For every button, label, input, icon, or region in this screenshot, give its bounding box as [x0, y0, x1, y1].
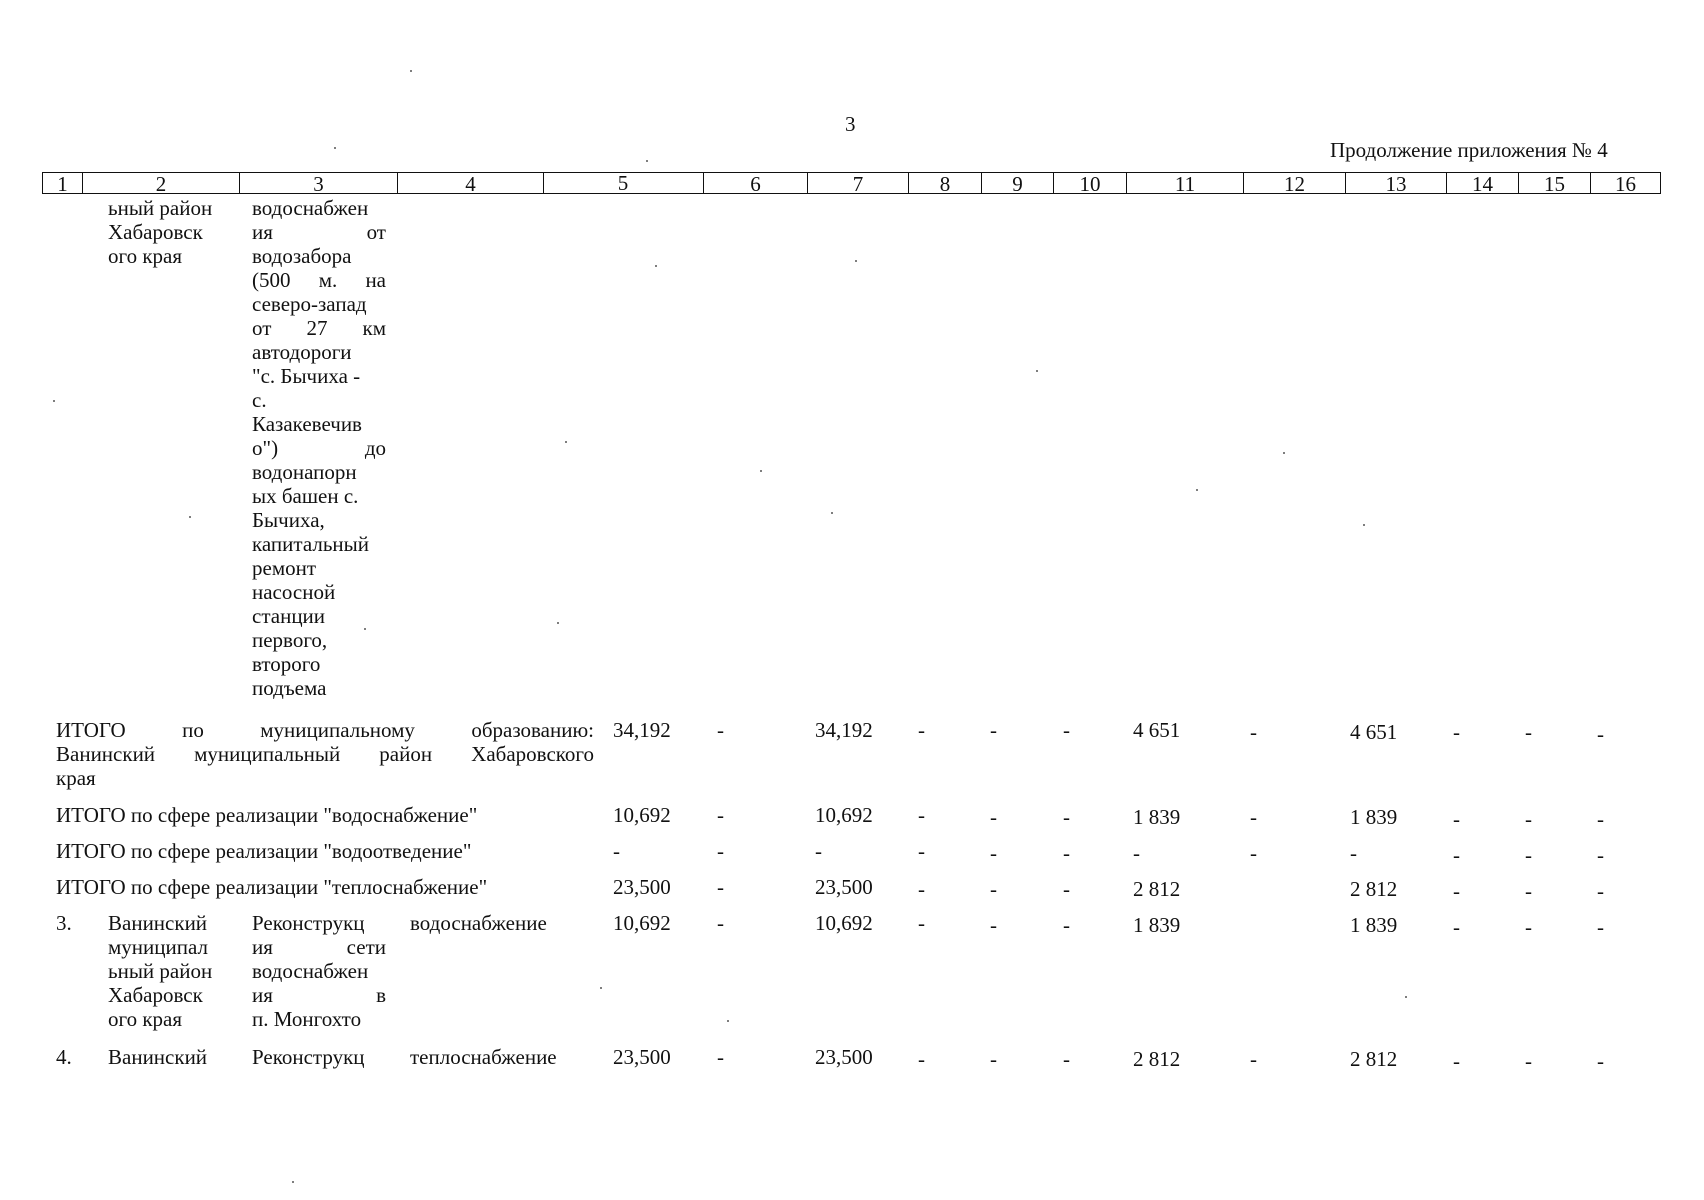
total-municipality-label: ИТОГО по муниципальному образованию: Ванинский муниципальный район Хабаровского края [56, 718, 594, 790]
total-sewer-c16: - [1597, 843, 1604, 867]
total-municipality-c9: - [990, 718, 997, 742]
row3-object-name: Реконструкц ия сети водоснабжен ия в п. Монгохто [252, 911, 386, 1031]
total-heat-c10: - [1063, 877, 1070, 901]
total-water-c13: 1 839 [1350, 805, 1398, 829]
continued-row-object-name: водоснабжен ия от водозабора (500 м. на северо-запад от 27 км автодороги "с. Бычиха - с. Казакевечив о") до водонапорн ых башен с. Бычиха, капитальный ремонт насосной станции первого, второго подъема [252, 196, 386, 700]
header-cell-12: 12 [1243, 172, 1345, 194]
row3-c5: 10,692 [613, 911, 671, 935]
total-heat-c7: 23,500 [815, 875, 873, 899]
header-cell-6: 6 [703, 172, 807, 194]
total-sewer-c7: - [815, 839, 822, 863]
row4-c13: 2 812 [1350, 1047, 1398, 1071]
page-number: 3 [845, 112, 856, 136]
total-heat-c15: - [1525, 879, 1532, 903]
continued-row-municipality: ьный район Хабаровск ого края [108, 196, 213, 268]
continuation-caption: Продолжение приложения № 4 [1330, 138, 1608, 162]
row4-c15: - [1525, 1049, 1532, 1073]
scan-speck [760, 470, 762, 472]
row4-c14: - [1453, 1049, 1460, 1073]
row4-c6: - [717, 1045, 724, 1069]
scan-speck [727, 1020, 729, 1022]
total-sewer-c12: - [1250, 841, 1257, 865]
row3-c6: - [717, 911, 724, 935]
row3-c9: - [990, 913, 997, 937]
header-cell-14: 14 [1446, 172, 1518, 194]
row4-object-name: Реконструкц [252, 1045, 365, 1069]
total-water-c7: 10,692 [815, 803, 873, 827]
total-municipality-c7: 34,192 [815, 718, 873, 742]
total-sewer-c9: - [990, 841, 997, 865]
header-cell-16: 16 [1590, 172, 1661, 194]
total-sewer-c15: - [1525, 843, 1532, 867]
scan-speck [831, 512, 833, 514]
row3-c10: - [1063, 913, 1070, 937]
scan-speck [646, 160, 648, 162]
scan-speck [334, 147, 336, 149]
total-municipality-c8: - [918, 718, 925, 742]
total-sewer-c10: - [1063, 841, 1070, 865]
total-water-c5: 10,692 [613, 803, 671, 827]
row3-c8: - [918, 911, 925, 935]
total-municipality-c15: - [1525, 720, 1532, 744]
scan-speck [292, 1181, 294, 1183]
scan-speck [1283, 452, 1285, 454]
total-heat-c16: - [1597, 879, 1604, 903]
row3-c16: - [1597, 915, 1604, 939]
total-sewer-c5: - [613, 839, 620, 863]
header-cell-15: 15 [1518, 172, 1590, 194]
total-water-c15: - [1525, 807, 1532, 831]
scan-speck [600, 987, 602, 989]
total-heat-c6: - [717, 875, 724, 899]
scan-speck [655, 265, 657, 267]
scan-speck [410, 70, 412, 72]
total-water-c6: - [717, 803, 724, 827]
total-municipality-c16: - [1597, 722, 1604, 746]
row3-c14: - [1453, 915, 1460, 939]
row3-c11: 1 839 [1133, 913, 1181, 937]
header-cell-11: 11 [1126, 172, 1243, 194]
row4-c12: - [1250, 1047, 1257, 1071]
total-heat-c14: - [1453, 879, 1460, 903]
table-header-row [42, 172, 1661, 196]
header-cell-10: 10 [1053, 172, 1126, 194]
total-municipality-c12: - [1250, 720, 1257, 744]
row3-number: 3. [56, 911, 72, 935]
total-heat-c11: 2 812 [1133, 877, 1181, 901]
total-water-c9: - [990, 805, 997, 829]
row3-c7: 10,692 [815, 911, 873, 935]
row4-c7: 23,500 [815, 1045, 873, 1069]
row4-number: 4. [56, 1045, 72, 1069]
total-water-c10: - [1063, 805, 1070, 829]
total-municipality-c10: - [1063, 718, 1070, 742]
row4-c8: - [918, 1047, 925, 1071]
row3-c13: 1 839 [1350, 913, 1398, 937]
header-cell-8: 8 [908, 172, 981, 194]
total-water-c16: - [1597, 807, 1604, 831]
row4-municipality: Ванинский [108, 1045, 208, 1069]
total-water-c8: - [918, 803, 925, 827]
row4-c16: - [1597, 1049, 1604, 1073]
row4-c9: - [990, 1047, 997, 1071]
total-sewer-label: ИТОГО по сфере реализации "водоотведение" [56, 839, 472, 863]
scan-speck [364, 628, 366, 630]
total-sewer-c6: - [717, 839, 724, 863]
total-heat-c13: 2 812 [1350, 877, 1398, 901]
scan-speck [1363, 524, 1365, 526]
total-sewer-c14: - [1453, 843, 1460, 867]
row3-sphere: водоснабжение [410, 911, 547, 935]
total-heat-c8: - [918, 877, 925, 901]
header-cell-1: 1 [42, 172, 82, 194]
total-sewer-c11: - [1133, 841, 1140, 865]
row4-sphere: теплоснабжение [410, 1045, 557, 1069]
total-heat-c5: 23,500 [613, 875, 671, 899]
row4-c10: - [1063, 1047, 1070, 1071]
total-municipality-c11: 4 651 [1133, 718, 1181, 742]
scan-speck [1036, 370, 1038, 372]
row3-c15: - [1525, 915, 1532, 939]
header-cell-2: 2 [82, 172, 239, 194]
header-cell-7: 7 [807, 172, 908, 194]
total-heat-c9: - [990, 877, 997, 901]
total-water-label: ИТОГО по сфере реализации "водоснабжение" [56, 803, 478, 827]
header-cell-5-label: 5 [617, 171, 629, 195]
total-municipality-c14: - [1453, 720, 1460, 744]
total-sewer-c13: - [1350, 841, 1357, 865]
row4-c5: 23,500 [613, 1045, 671, 1069]
scan-speck [565, 441, 567, 443]
scan-speck [1196, 489, 1198, 491]
total-heat-label: ИТОГО по сфере реализации "теплоснабжение" [56, 875, 488, 899]
row4-c11: 2 812 [1133, 1047, 1181, 1071]
scan-speck [53, 400, 55, 402]
total-water-c11: 1 839 [1133, 805, 1181, 829]
header-cell-4: 4 [397, 172, 543, 194]
total-municipality-c13: 4 651 [1350, 720, 1398, 744]
header-cell-3: 3 [239, 172, 397, 194]
scan-speck [557, 622, 559, 624]
row3-municipality: Ванинский муниципал ьный район Хабаровск ого края [108, 911, 213, 1031]
header-cell-9: 9 [981, 172, 1053, 194]
total-water-c12: - [1250, 805, 1257, 829]
scan-speck [855, 260, 857, 262]
scan-speck [1405, 996, 1407, 998]
total-municipality-c6: - [717, 718, 724, 742]
header-cell-13: 13 [1345, 172, 1446, 194]
total-municipality-c5: 34,192 [613, 718, 671, 742]
total-water-c14: - [1453, 807, 1460, 831]
total-sewer-c8: - [918, 839, 925, 863]
scan-speck [189, 516, 191, 518]
